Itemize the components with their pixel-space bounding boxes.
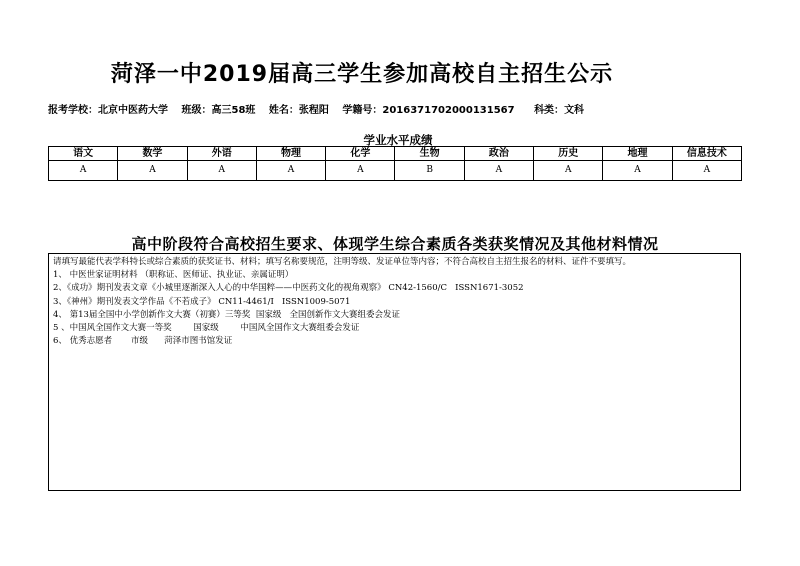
grade-cell: A xyxy=(118,161,187,181)
subject-header: 化学 xyxy=(326,147,395,161)
subject-type-label: 科类： xyxy=(534,105,565,116)
grade-cell: B xyxy=(395,161,464,181)
grade-cell: A xyxy=(256,161,325,181)
page-title-text: 菏泽一中2019届高三学生参加高校自主招生公示 xyxy=(110,62,614,87)
subject-header: 信息技术 xyxy=(672,147,741,161)
grade-cell: A xyxy=(464,161,533,181)
subject-header: 外语 xyxy=(187,147,256,161)
award-item: 5 、中国风全国作文大赛一等奖 国家级 中国风全国作文大赛组委会发证 xyxy=(53,323,360,334)
class-value: 高三58班 xyxy=(211,105,256,116)
subject-header: 语文 xyxy=(49,147,118,161)
award-item: 3、《神州》期刊发表文学作品《不若成子》 CN11-4461/I ISSN1009-5071 xyxy=(53,296,351,307)
subject-header: 生物 xyxy=(395,147,464,161)
school-value: 北京中医药大学 xyxy=(98,105,168,116)
grade-cell: A xyxy=(49,161,118,181)
awards-section-title: 高中阶段符合高校招生要求、体现学生综合素质各类获奖情况及其他材料情况 xyxy=(131,235,659,253)
subject-type-value: 文科 xyxy=(564,105,585,116)
scores-grade-row xyxy=(49,161,742,181)
scores-table xyxy=(48,146,742,181)
scores-header-row xyxy=(49,147,742,161)
award-item: 1、 中医世家证明材料 （职称证、医师证、执业证、亲属证明） xyxy=(53,270,294,281)
school-label: 报考学校： xyxy=(48,105,98,116)
subject-header: 物理 xyxy=(256,147,325,161)
award-item: 4、 第13届全国中小学创新作文大赛（初赛）三等奖 国家级 全国创新作文大赛组委会发证 xyxy=(53,309,400,320)
award-item: 2、《成功》期刊发表文章《小城里逐渐深入人心的中华国粹——中医药文化的视角观察》 CN42-1560/C ISSN1671-3052 xyxy=(53,283,524,294)
subject-header: 历史 xyxy=(534,147,603,161)
grade-cell: A xyxy=(534,161,603,181)
grade-cell: A xyxy=(672,161,741,181)
name-value: 张程阳 xyxy=(298,105,329,116)
grade-cell: A xyxy=(187,161,256,181)
grade-cell: A xyxy=(326,161,395,181)
student-id-label: 学籍号： xyxy=(342,105,383,116)
page-title xyxy=(0,57,800,88)
subject-header: 地理 xyxy=(603,147,672,161)
grade-cell: A xyxy=(603,161,672,181)
awards-box xyxy=(48,253,741,491)
awards-instruction: 请填写最能代表学科特长或综合素质的获奖证书、材料；填写名称要规范，注明等级、发证单位等内容；不符合高校自主招生报名的材料、证件不要填写。 xyxy=(53,257,632,267)
subject-header: 数学 xyxy=(118,147,187,161)
student-info-line xyxy=(48,101,584,116)
class-label: 班级： xyxy=(181,105,212,116)
student-id-value: 2016371702000131567 xyxy=(382,105,515,116)
name-label: 姓名： xyxy=(268,105,299,116)
scores-section-title: 学业水平成绩 xyxy=(363,133,433,147)
award-item: 6、 优秀志愿者 市级 菏泽市图书馆发证 xyxy=(53,336,233,347)
subject-header: 政治 xyxy=(464,147,533,161)
